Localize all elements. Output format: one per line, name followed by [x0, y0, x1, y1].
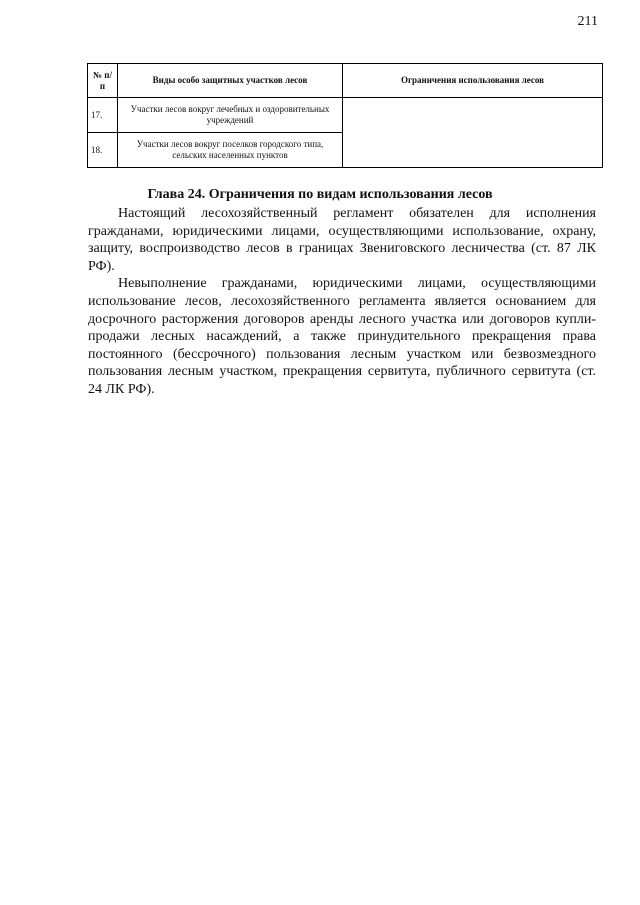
paragraph: Настоящий лесохозяйственный регламент обязателен для исполнения гражданами, юридическими лицами, осуществляющими использование, охрану, защиту, воспроизводство лесов в границах Звениговского лесничества (ст. 87 ЛК РФ).: [88, 206, 596, 274]
paragraph: Невыполнение гражданами, юридическими лицами, осуществляющими использование лесов, лесохозяйственного регламента является основанием для досрочного расторжения договоров аренды лесного участка или договоров купли-продажи лесных насаждений, а также принудительного прекращения права постоянного (бессрочного) пользования лесным участком или безвозмездного пользования лесным участком, прекращения сервитута, публичного сервитута (ст. 24 ЛК РФ).: [88, 276, 596, 397]
header-area-type: Виды особо защитных участков лесов: [118, 64, 343, 98]
row-restriction: [343, 98, 603, 168]
page-number: 211: [577, 14, 598, 29]
chapter-title: Глава 24. Ограничения по видам использования лесов: [147, 187, 493, 202]
header-number: № п/п: [88, 64, 118, 98]
row-number: 17.: [88, 98, 118, 133]
body-text: [88, 205, 596, 399]
row-area-type: Участки лесов вокруг лечебных и оздоровительных учреждений: [118, 98, 343, 133]
row-area-type: Участки лесов вокруг поселков городского типа, сельских населенных пунктов: [118, 133, 343, 168]
header-restrictions: Ограничения использования лесов: [343, 64, 603, 98]
table-header-row: [88, 64, 603, 98]
row-number: 18.: [88, 133, 118, 168]
table-row: [88, 98, 603, 133]
protected-areas-table: [87, 63, 603, 168]
